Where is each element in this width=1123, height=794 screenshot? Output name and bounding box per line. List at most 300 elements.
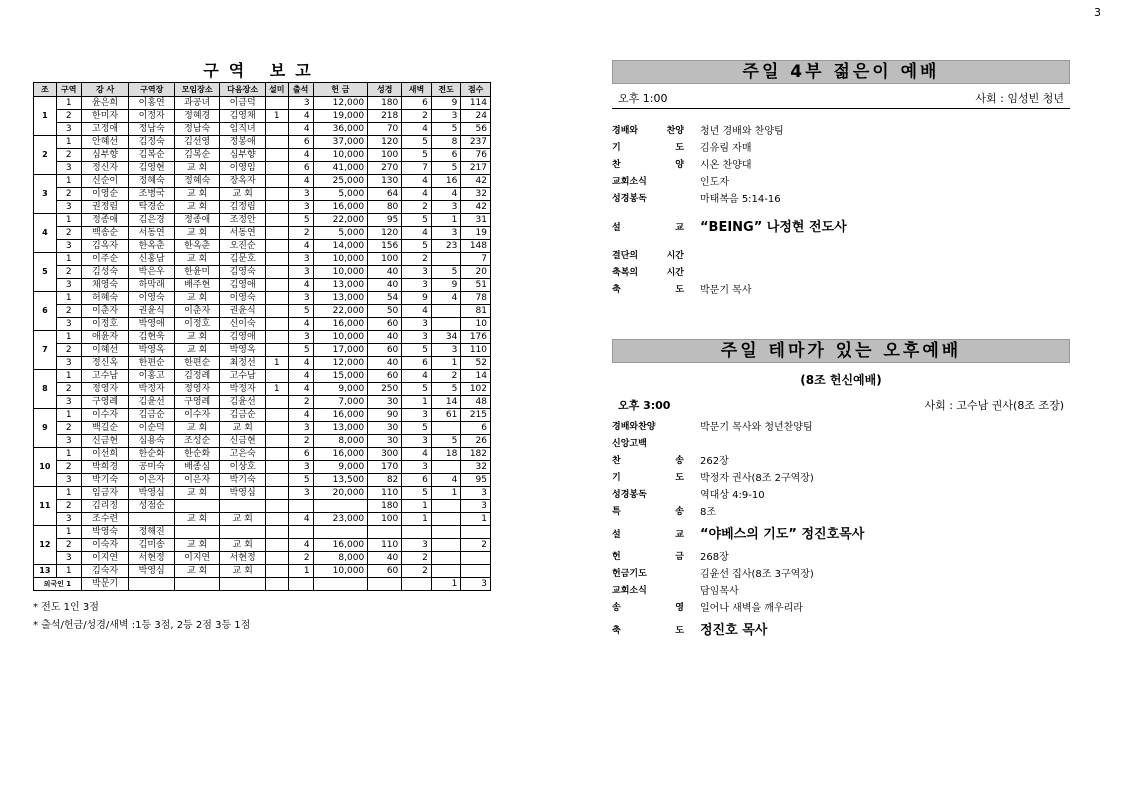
table-cell: 이금덕 [220, 97, 265, 110]
table-row [34, 565, 491, 578]
note-line: * 전도 1인 3점 [33, 602, 99, 613]
table-cell: 3 [402, 331, 432, 344]
table-cell: 권윤식 [220, 305, 265, 318]
order-item [612, 549, 1070, 566]
table-cell: 3 [56, 474, 81, 487]
table-cell: 5 [288, 474, 313, 487]
order-label: 설 교 [612, 530, 684, 540]
table-cell: 300 [368, 448, 402, 461]
order-item [612, 453, 1070, 470]
table-row [34, 357, 491, 370]
table-cell: 2 [56, 110, 81, 123]
table-cell: 64 [368, 188, 402, 201]
table-cell [129, 513, 174, 526]
table-cell [265, 409, 288, 422]
table-cell [265, 123, 288, 136]
table-cell [220, 526, 265, 539]
service-4-title: 주일 4부 젊은이 예배 [612, 60, 1070, 84]
table-cell: 16,000 [313, 201, 368, 214]
table-cell: 16,000 [313, 409, 368, 422]
table-cell: 6 [402, 357, 432, 370]
table-cell [431, 253, 461, 266]
column-header: 다음장소 [220, 83, 265, 97]
table-cell: 김리정 [81, 500, 129, 513]
table-cell: 12,000 [313, 97, 368, 110]
table-cell: 110 [368, 539, 402, 552]
table-cell: 정종애 [174, 214, 219, 227]
table-cell: 2 [402, 110, 432, 123]
table-cell: 박영숙 [81, 526, 129, 539]
table-cell [461, 552, 491, 565]
order-label: 성경봉독 [612, 490, 647, 500]
service-afternoon [612, 339, 1070, 645]
table-cell: 5 [431, 162, 461, 175]
table-cell [288, 526, 313, 539]
service-afternoon-time: 오후 3:00 [618, 399, 671, 412]
table-cell: 10,000 [313, 253, 368, 266]
table-cell: 조성순 [174, 435, 219, 448]
table-cell: 박영심 [129, 565, 174, 578]
table-cell: 130 [368, 175, 402, 188]
table-cell: 30 [368, 422, 402, 435]
table-cell: 채영숙 [81, 279, 129, 292]
order-label: 헌금기도 [612, 569, 647, 579]
table-cell: 이순덕 [129, 422, 174, 435]
table-cell: 1 [431, 487, 461, 500]
order-label: 찬 양 [612, 160, 684, 170]
table-cell: 80 [368, 201, 402, 214]
table-cell: 한옥춘 [129, 240, 174, 253]
table-cell: 김은경 [129, 214, 174, 227]
order-label: 축 도 [612, 285, 684, 295]
table-cell: 구영례 [81, 396, 129, 409]
table-cell: 김성숙 [81, 266, 129, 279]
order-item [612, 487, 1070, 504]
table-cell: 5 [402, 240, 432, 253]
table-cell: 9,000 [313, 461, 368, 474]
order-value: 정진호 목사 [700, 623, 768, 638]
table-cell: 백길순 [81, 422, 129, 435]
table-cell: 7,000 [313, 396, 368, 409]
table-cell: 3 [56, 513, 81, 526]
table-cell: 24 [461, 110, 491, 123]
table-cell: 51 [461, 279, 491, 292]
table-cell [368, 578, 402, 591]
table-cell: 김현욱 [129, 331, 174, 344]
table-cell [265, 552, 288, 565]
table-cell [313, 578, 368, 591]
table-cell: 100 [368, 513, 402, 526]
table-cell: 1 [402, 513, 432, 526]
column-header: 헌 금 [313, 83, 368, 97]
group-number: 5 [34, 253, 57, 292]
table-cell: 정혜숙 [174, 175, 219, 188]
column-header: 점수 [461, 83, 491, 97]
table-cell: 정신옥 [81, 357, 129, 370]
table-cell [174, 578, 219, 591]
service-afternoon-subtitle: (8조 헌신예배) [800, 373, 882, 387]
service-afternoon-info [612, 397, 1070, 415]
table-cell: 신순이 [81, 175, 129, 188]
table-cell: 170 [368, 461, 402, 474]
table-cell: 조정안 [220, 214, 265, 227]
table-cell [265, 292, 288, 305]
table-cell: 10,000 [313, 331, 368, 344]
table-cell [431, 526, 461, 539]
table-cell: 40 [368, 357, 402, 370]
table-cell: 5 [431, 435, 461, 448]
table-cell: 6 [288, 136, 313, 149]
table-cell: 1 [56, 526, 81, 539]
table-row [34, 214, 491, 227]
table-cell: 5 [431, 383, 461, 396]
table-cell: 박기숙 [220, 474, 265, 487]
table-row [34, 448, 491, 461]
table-cell: 1 [56, 253, 81, 266]
table-cell: 4 [288, 409, 313, 422]
table-cell: 1 [461, 513, 491, 526]
table-cell: 110 [368, 487, 402, 500]
table-cell [265, 175, 288, 188]
table-cell [431, 513, 461, 526]
table-cell: 16 [431, 175, 461, 188]
table-cell: 2 [56, 344, 81, 357]
table-cell: 김금순 [129, 409, 174, 422]
table-cell: 고정애 [81, 123, 129, 136]
service-4-host: 사회 : 임성빈 청년 [975, 92, 1064, 105]
order-item [612, 265, 1070, 282]
table-cell: 2 [461, 539, 491, 552]
order-value: 인도자 [700, 177, 729, 188]
order-label: 경배와찬양 [612, 422, 656, 432]
table-cell: 서현정 [129, 552, 174, 565]
table-row [34, 370, 491, 383]
table-cell: 정혜경 [174, 110, 219, 123]
table-cell: 신이숙 [220, 318, 265, 331]
table-cell: 윤은희 [81, 97, 129, 110]
table-cell: 박영옥 [220, 344, 265, 357]
table-row [34, 97, 491, 110]
table-cell: 이주순 [81, 253, 129, 266]
service-afternoon-title: 주일 테마가 있는 오후예배 [612, 339, 1070, 363]
order-label: 축복의 시간 [612, 268, 684, 278]
table-cell: 40 [368, 266, 402, 279]
table-cell: 이춘자 [174, 305, 219, 318]
table-cell: 4 [431, 188, 461, 201]
table-cell: 3 [56, 552, 81, 565]
table-cell: 1 [431, 214, 461, 227]
table-cell [265, 201, 288, 214]
table-cell: 교 회 [220, 422, 265, 435]
table-cell: 25,000 [313, 175, 368, 188]
order-label: 기 도 [612, 143, 684, 153]
table-cell: 이상호 [220, 461, 265, 474]
table-cell [265, 526, 288, 539]
table-cell: 박문기 [81, 578, 129, 591]
table-cell: 교 회 [174, 162, 219, 175]
table-cell [265, 240, 288, 253]
table-cell: 14 [461, 370, 491, 383]
table-cell [265, 448, 288, 461]
table-row [34, 539, 491, 552]
table-cell: 정영자 [81, 383, 129, 396]
table-cell: 한옥춘 [174, 240, 219, 253]
table-cell: 4 [288, 539, 313, 552]
service-4-sermon: 설 교 “BEING” 나정현 전도사 [612, 220, 847, 235]
table-cell: 7 [402, 162, 432, 175]
table-cell: 권윤식 [129, 305, 174, 318]
table-cell: 3 [461, 578, 491, 591]
table-cell: 3 [402, 279, 432, 292]
table-cell: 김복순 [174, 149, 219, 162]
table-cell: 고은숙 [220, 448, 265, 461]
table-cell [461, 565, 491, 578]
table-cell: 신금현 [81, 435, 129, 448]
table-cell [129, 578, 174, 591]
table-row [34, 240, 491, 253]
group-number: 10 [34, 448, 57, 487]
table-cell [368, 526, 402, 539]
table-cell [265, 97, 288, 110]
table-cell [431, 500, 461, 513]
table-cell [265, 188, 288, 201]
table-cell: 5 [431, 123, 461, 136]
table-cell: 구영례 [174, 396, 219, 409]
table-cell: 박정자 [129, 383, 174, 396]
column-header: 모임장소 [174, 83, 219, 97]
table-cell [402, 578, 432, 591]
table-cell [265, 474, 288, 487]
table-cell: 1 [431, 578, 461, 591]
column-header: 전도 [431, 83, 461, 97]
table-cell: 김윤선 [129, 396, 174, 409]
table-cell [288, 500, 313, 513]
table-cell: 심부향 [81, 149, 129, 162]
table-cell: 180 [368, 500, 402, 513]
table-cell: 52 [461, 357, 491, 370]
table-cell: 32 [461, 188, 491, 201]
table-cell: 20,000 [313, 487, 368, 500]
table-cell: 이은자 [174, 474, 219, 487]
table-cell: 13,000 [313, 422, 368, 435]
table-cell: 6 [402, 474, 432, 487]
table-cell: 42 [461, 175, 491, 188]
table-cell: 교 회 [174, 513, 219, 526]
table-cell: 42 [461, 201, 491, 214]
table-cell: 31 [461, 214, 491, 227]
order-value: 268장 [700, 552, 729, 563]
table-cell: 서동연 [220, 227, 265, 240]
table-cell: 고수남 [220, 370, 265, 383]
table-cell [174, 526, 219, 539]
table-row [34, 474, 491, 487]
table-cell: 54 [368, 292, 402, 305]
table-cell: 8 [431, 136, 461, 149]
table-cell: 3 [56, 240, 81, 253]
report-title: 구역 보고 [203, 61, 321, 80]
table-cell: 교 회 [174, 487, 219, 500]
table-cell: 김정림 [220, 201, 265, 214]
table-cell: 1 [56, 409, 81, 422]
group-number: 3 [34, 175, 57, 214]
table-cell: 61 [431, 409, 461, 422]
table-row [34, 461, 491, 474]
table-cell [265, 136, 288, 149]
table-cell: 237 [461, 136, 491, 149]
table-cell: 교 회 [174, 227, 219, 240]
table-cell: 2 [56, 422, 81, 435]
table-cell: 100 [368, 149, 402, 162]
table-row [34, 253, 491, 266]
table-cell: 박영심 [220, 487, 265, 500]
table-cell: 박기숙 [81, 474, 129, 487]
column-header: 성경 [368, 83, 402, 97]
table-row [34, 175, 491, 188]
table-cell: 최정선 [220, 357, 265, 370]
order-value: 담임목사 [700, 586, 739, 597]
service-afternoon-host: 사회 : 고수남 권사(8조 조장) [924, 399, 1064, 412]
table-row [34, 279, 491, 292]
table-cell: 허혜숙 [81, 292, 129, 305]
column-header: 강 사 [81, 83, 129, 97]
table-cell: 81 [461, 305, 491, 318]
table-cell: 권정림 [81, 201, 129, 214]
table-cell: 장옥자 [220, 175, 265, 188]
table-cell: 102 [461, 383, 491, 396]
table-cell: 4 [288, 383, 313, 396]
table-cell: 심부향 [220, 149, 265, 162]
table-cell: 3 [402, 539, 432, 552]
table-cell: 1 [265, 383, 288, 396]
table-cell [431, 461, 461, 474]
order-item [612, 504, 1070, 521]
table-cell: 3 [288, 97, 313, 110]
table-cell: 김옥자 [81, 240, 129, 253]
table-cell: 156 [368, 240, 402, 253]
column-header: 구역 [56, 83, 81, 97]
table-row [34, 305, 491, 318]
table-cell: 교 회 [174, 331, 219, 344]
table-cell: 3 [56, 279, 81, 292]
district-report [33, 60, 491, 635]
table-cell: 8,000 [313, 552, 368, 565]
table-cell: 176 [461, 331, 491, 344]
table-cell: 4 [288, 149, 313, 162]
column-header: 출석 [288, 83, 313, 97]
table-cell: 18 [431, 448, 461, 461]
service-afternoon-order [612, 419, 1070, 645]
table-cell: 14 [431, 396, 461, 409]
table-cell [431, 318, 461, 331]
report-table [33, 82, 491, 591]
table-cell: 정혜숙 [129, 175, 174, 188]
table-cell [288, 578, 313, 591]
order-label: 경배와 찬양 [612, 126, 684, 136]
table-cell: 4 [402, 305, 432, 318]
table-cell: 4 [402, 175, 432, 188]
order-label: 기 도 [612, 473, 684, 483]
table-cell: 56 [461, 123, 491, 136]
table-cell [431, 552, 461, 565]
table-cell: 15,000 [313, 370, 368, 383]
table-cell: 3 [402, 435, 432, 448]
group-number: 12 [34, 526, 57, 565]
table-cell: 1 [431, 357, 461, 370]
table-cell: 1 [56, 331, 81, 344]
table-cell: 조수련 [81, 513, 129, 526]
table-cell: 한순화 [174, 448, 219, 461]
table-cell: 5 [288, 344, 313, 357]
table-cell: 5 [402, 422, 432, 435]
group-number: 9 [34, 409, 57, 448]
order-item [612, 174, 1070, 191]
table-cell: 5 [288, 305, 313, 318]
table-cell: 2 [402, 201, 432, 214]
table-cell: 한미자 [81, 110, 129, 123]
table-row [34, 201, 491, 214]
table-cell: 2 [288, 227, 313, 240]
table-row [34, 149, 491, 162]
page-number: 3 [1094, 6, 1101, 19]
table-cell: 1 [402, 396, 432, 409]
table-cell: 박영애 [129, 318, 174, 331]
table-cell: 17,000 [313, 344, 368, 357]
order-item [612, 521, 1070, 549]
table-cell: 오진순 [220, 240, 265, 253]
table-cell: 정남숙 [129, 123, 174, 136]
note-line: * 출석/헌금/성경/새벽 :1등 3점, 2등 2점 3등 1점 [33, 620, 251, 631]
table-cell: 100 [368, 253, 402, 266]
table-cell: 2 [288, 435, 313, 448]
table-cell: 한순화 [129, 448, 174, 461]
table-cell: 3 [431, 201, 461, 214]
table-cell: 백송순 [81, 227, 129, 240]
table-row [34, 331, 491, 344]
table-cell: 이영임 [220, 162, 265, 175]
table-cell: 탁경순 [129, 201, 174, 214]
table-cell: 4 [288, 123, 313, 136]
table-row [34, 110, 491, 123]
table-cell: 한편순 [174, 357, 219, 370]
table-cell [265, 305, 288, 318]
table-cell: 2 [431, 370, 461, 383]
table-cell: 하막래 [129, 279, 174, 292]
table-cell: 1 [56, 370, 81, 383]
table-cell: 70 [368, 123, 402, 136]
table-cell: 48 [461, 396, 491, 409]
column-header: 설미 [265, 83, 288, 97]
table-cell: 김문호 [220, 253, 265, 266]
table-cell: 10 [461, 318, 491, 331]
order-item [612, 470, 1070, 487]
table-cell: 김영애 [220, 279, 265, 292]
table-cell: 2 [56, 500, 81, 513]
table-cell: 조병국 [129, 188, 174, 201]
table-cell: 3 [56, 318, 81, 331]
table-cell: 95 [461, 474, 491, 487]
table-cell: 2 [56, 305, 81, 318]
table-cell: 4 [288, 370, 313, 383]
table-cell: 신금현 [220, 435, 265, 448]
order-item [612, 436, 1070, 453]
table-cell: 1 [56, 97, 81, 110]
table-cell: 이정자 [129, 110, 174, 123]
order-item [612, 617, 1070, 645]
order-item [612, 583, 1070, 600]
order-label: 특 송 [612, 507, 684, 517]
table-cell: 9 [402, 292, 432, 305]
table-cell: 148 [461, 240, 491, 253]
